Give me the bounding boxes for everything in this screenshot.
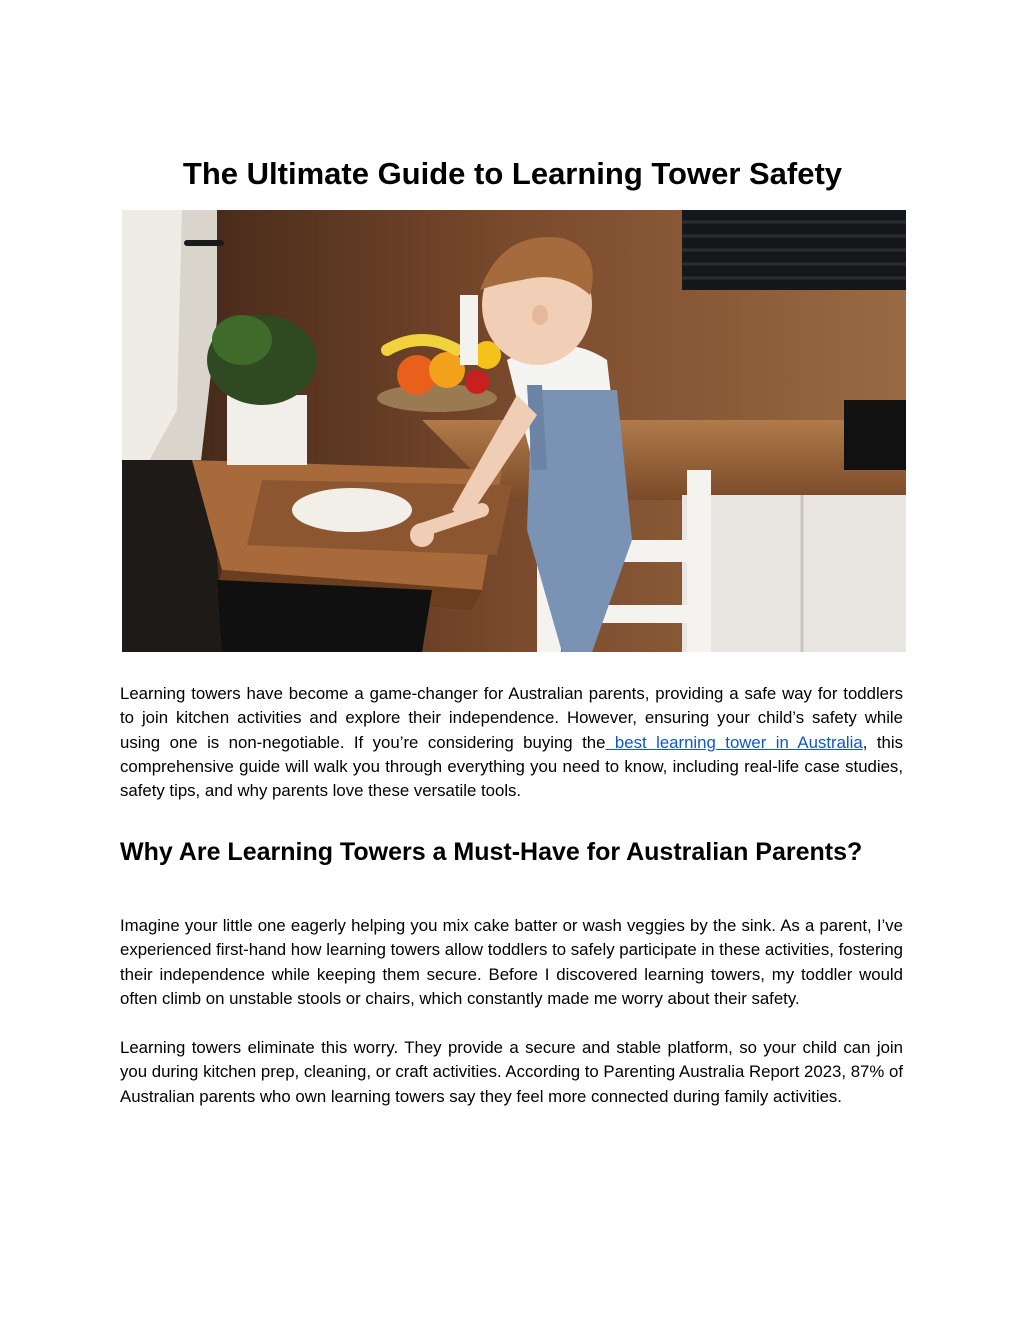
intro-text-before-link: Learning towers have become a game-changer for Australian parents, providing a safe way for toddlers to join kitchen activities and explore their independence. However, ensuring your child’s safety while using one is non-negotiable. If you’re considering buying the (120, 684, 903, 752)
section-paragraph-2: Learning towers eliminate this worry. They provide a secure and stable platform, so your child can join you during kitchen prep, cleaning, or craft activities. According to Parenting Australia Report 2023, 87% of Australian parents who own learning towers say they feel more connected during family activities. (120, 1038, 903, 1106)
intro-text-after-link: , this comprehensive guide will walk you through everything you need to know, including real-life case studies, safety tips, and why parents love these versatile tools. (120, 732, 903, 801)
intro-paragraph (120, 682, 903, 803)
section-paragraph-1: Imagine your little one eagerly helping you mix cake batter or wash veggies by the sink. As a parent, I’ve experienced first-hand how learning towers allow toddlers to safely participate in these activities, fostering their independence while keeping them secure. Before I discovered learning towers, my toddler would often climb on unstable stools or chairs, which constantly made me worry about their safety. (120, 916, 903, 1008)
hero-photo (122, 210, 906, 652)
page-title: The Ultimate Guide to Learning Tower Safety (182, 156, 843, 191)
section-heading: Why Are Learning Towers a Must-Have for Australian Parents? (120, 838, 863, 866)
kitchen-photo-illustration (122, 210, 906, 652)
best-learning-tower-link[interactable]: best learning tower in Australia (605, 732, 863, 752)
